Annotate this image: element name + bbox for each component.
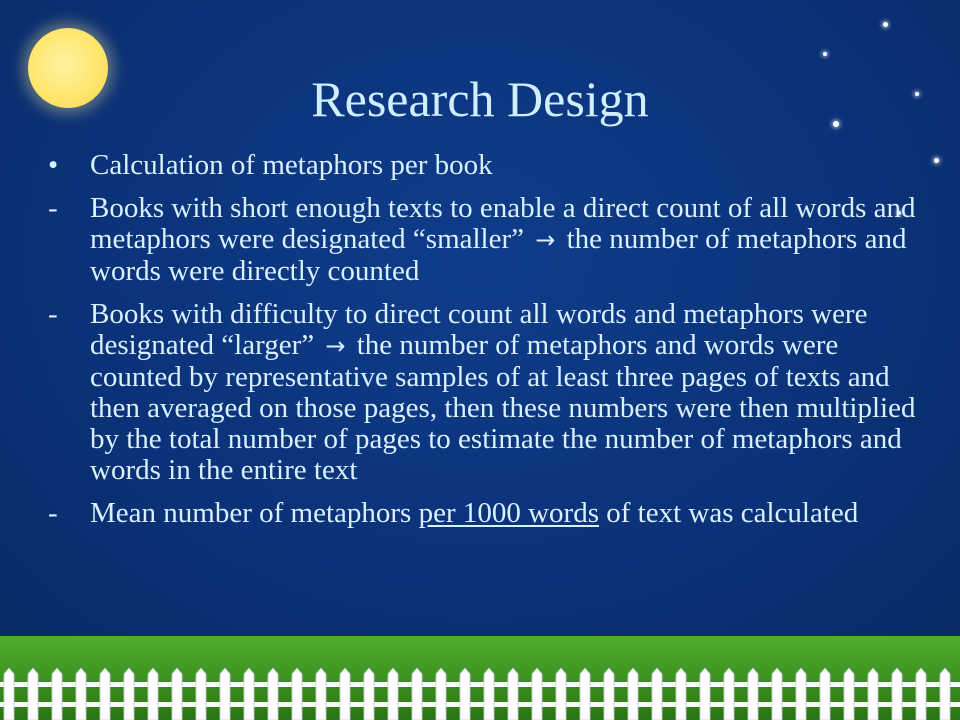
fence-rail bbox=[0, 702, 960, 707]
fence-picket bbox=[700, 668, 710, 720]
fence-picket bbox=[484, 668, 494, 720]
dash-marker: - bbox=[48, 192, 58, 224]
fence-picket bbox=[76, 668, 86, 720]
fence-picket bbox=[100, 668, 110, 720]
fence-picket bbox=[868, 668, 878, 720]
fence-picket bbox=[652, 668, 662, 720]
bullet-list bbox=[48, 150, 918, 541]
item-text-after: of text was calculated bbox=[599, 497, 859, 529]
fence-picket bbox=[220, 668, 230, 720]
dash-marker: - bbox=[48, 298, 58, 330]
fence-picket bbox=[724, 668, 734, 720]
underlined-phrase: per 1000 words bbox=[418, 497, 599, 529]
star-icon bbox=[934, 158, 939, 163]
item-text-before-arrow: Books with short enough texts to enable a direct count of all words and metaphors were designated “smaller” bbox=[90, 192, 916, 255]
fence-picket bbox=[388, 668, 398, 720]
fence-picket bbox=[172, 668, 182, 720]
fence-picket bbox=[316, 668, 326, 720]
fence-picket bbox=[52, 668, 62, 720]
fence-picket bbox=[244, 668, 254, 720]
fence-picket bbox=[820, 668, 830, 720]
fence-picket bbox=[844, 668, 854, 720]
list-item bbox=[48, 498, 918, 529]
list-item-text: Calculation of metaphors per book bbox=[90, 149, 493, 181]
fence-picket bbox=[148, 668, 158, 720]
fence-picket bbox=[28, 668, 38, 720]
fence-picket bbox=[556, 668, 566, 720]
item-text-after-arrow: the number of metaphors and words were directly counted bbox=[90, 223, 907, 287]
fence-picket bbox=[772, 668, 782, 720]
list-item-text bbox=[90, 498, 918, 529]
right-arrow-icon: → bbox=[325, 332, 346, 360]
list-item bbox=[48, 299, 918, 486]
fence-picket bbox=[436, 668, 446, 720]
fence-picket bbox=[292, 668, 302, 720]
fence-picket bbox=[748, 668, 758, 720]
fence-rail bbox=[0, 682, 960, 687]
fence-picket bbox=[268, 668, 278, 720]
fence-picket bbox=[124, 668, 134, 720]
item-text-before: Mean number of metaphors bbox=[90, 497, 419, 529]
fence-picket bbox=[4, 668, 14, 720]
item-text-before-arrow: Books with difficulty to direct count all words and metaphors were designated “larger” bbox=[90, 298, 868, 361]
list-item-text bbox=[90, 299, 918, 486]
slide-title: Research Design bbox=[311, 71, 649, 127]
fence-picket bbox=[916, 668, 926, 720]
fence-picket bbox=[508, 668, 518, 720]
fence-picket bbox=[340, 668, 350, 720]
item-text-after-arrow: the number of metaphors and words were counted by representative samples of at least three pages of texts and then averaged on those pages, then these numbers were then multiplied by the total number of pages to estimate the number of metaphors and words in the entire text bbox=[90, 329, 916, 486]
fence-picket bbox=[532, 668, 542, 720]
list-item bbox=[48, 193, 918, 287]
fence-picket bbox=[580, 668, 590, 720]
fence-picket bbox=[196, 668, 206, 720]
fence-picket bbox=[412, 668, 422, 720]
list-item bbox=[48, 150, 918, 181]
list-item-text bbox=[90, 193, 918, 287]
fence-picket bbox=[796, 668, 806, 720]
fence-picket bbox=[892, 668, 902, 720]
right-arrow-icon: → bbox=[535, 226, 556, 254]
dash-marker: - bbox=[48, 497, 58, 529]
fence-picket bbox=[676, 668, 686, 720]
star-icon bbox=[883, 22, 888, 27]
fence-picket bbox=[940, 668, 950, 720]
bullet-marker: • bbox=[48, 149, 59, 181]
fence-picket bbox=[460, 668, 470, 720]
fence-picket bbox=[364, 668, 374, 720]
fence-picket bbox=[604, 668, 614, 720]
fence-picket bbox=[628, 668, 638, 720]
star-icon bbox=[823, 52, 827, 56]
picket-fence bbox=[0, 666, 960, 720]
